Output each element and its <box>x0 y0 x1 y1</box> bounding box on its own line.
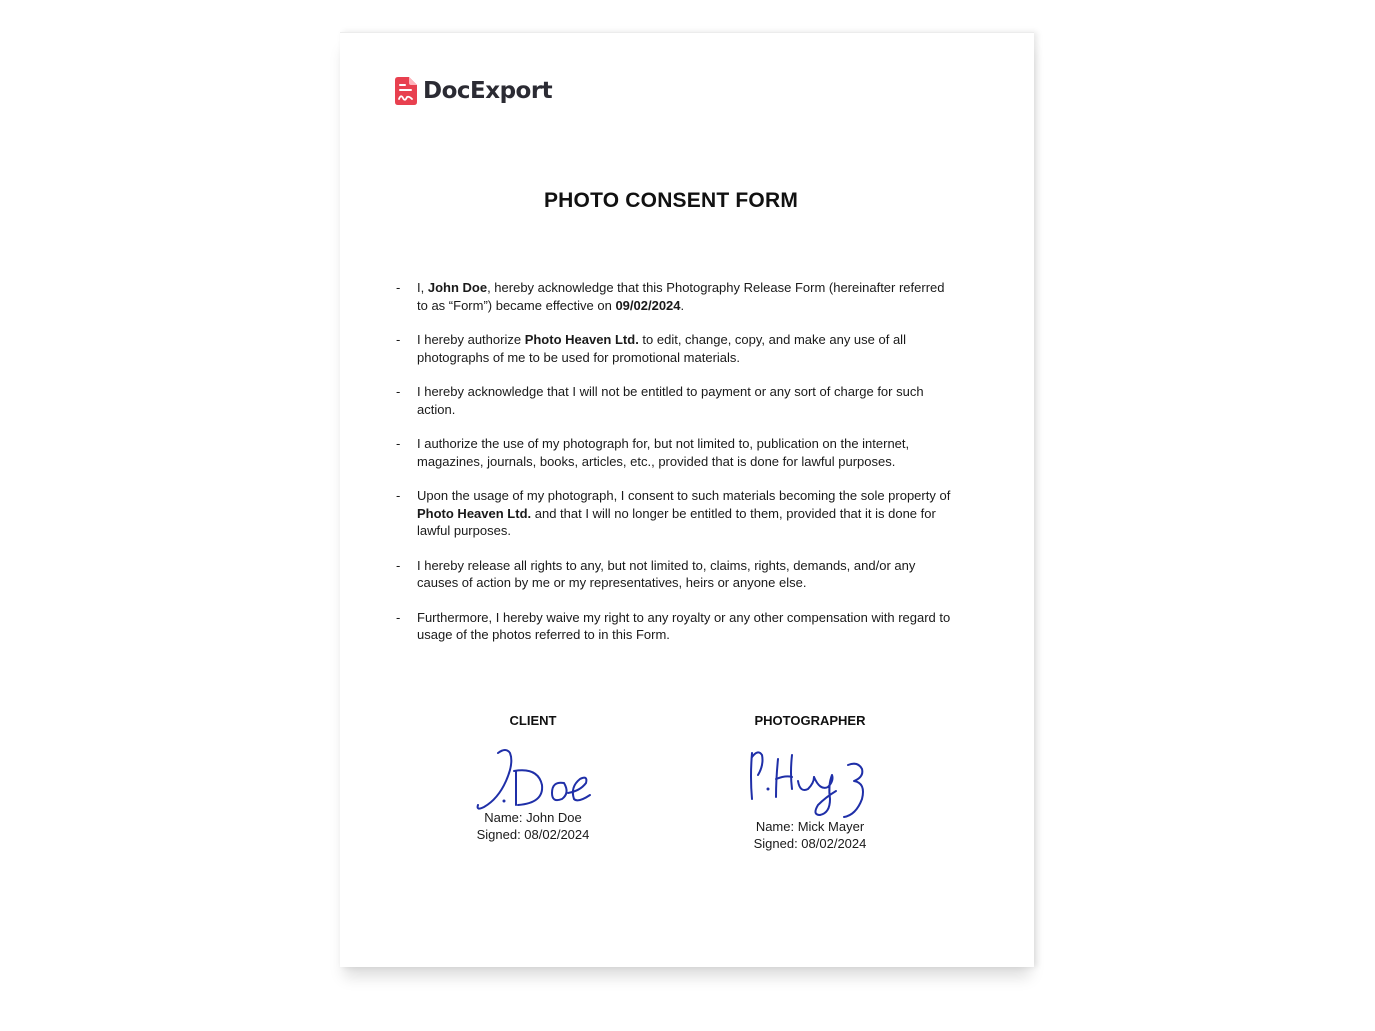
clause-text: . <box>680 297 685 313</box>
clause-text: , hereby acknowledge that this Photography Release Form (hereinafter referred to as “Form”) became effective on <box>417 280 945 313</box>
clause-text: I hereby release all rights to any, but not limited to, claims, rights, demands, and/or any causes of action by me or my representatives, heirs or anyone else. <box>417 557 916 590</box>
photographer-signature-caption <box>710 818 910 852</box>
clause-text: I hereby authorize <box>417 332 525 347</box>
clause-text: Furthermore, I hereby waive my right to any royalty or any other compensation with regard to usage of the photos referred to in this Form. <box>417 609 951 642</box>
clause-item <box>394 435 954 470</box>
document-signature-icon <box>395 77 417 105</box>
clause-text: I hereby acknowledge that I will not be entitled to payment or any sort of charge for such action. <box>417 384 924 417</box>
clause-text: and that I will no longer be entitled to them, provided that it is done for lawful purposes. <box>417 505 936 538</box>
clause-item <box>394 383 954 418</box>
clause-text: I, <box>417 280 428 295</box>
clause-emphasis: Photo Heaven Ltd. <box>417 505 532 521</box>
clause-item <box>394 557 954 592</box>
photographer-signature-label: PHOTOGRAPHER <box>754 713 866 728</box>
document-page <box>340 32 1034 967</box>
clause-item <box>394 609 954 644</box>
clause-text: to edit, change, copy, and make any use of all photographs of me to be used for promotional materials. <box>417 332 906 365</box>
client-signed-date: Signed: 08/02/2024 <box>476 827 590 842</box>
clause-item <box>394 487 954 540</box>
clause-item <box>394 279 954 314</box>
clause-text: I authorize the use of my photograph for, but not limited to, publication on the internet, magazines, journals, books, articles, etc., provided that is done for lawful purposes. <box>417 436 910 469</box>
document-title: PHOTO CONSENT FORM <box>543 189 799 212</box>
clause-emphasis: 09/02/2024 <box>615 297 681 313</box>
clause-emphasis: John Doe <box>427 280 488 295</box>
clause-item <box>394 331 954 366</box>
client-signature-caption <box>433 809 633 843</box>
client-signature-label: CLIENT <box>509 713 557 728</box>
photographer-signed-date: Signed: 08/02/2024 <box>753 836 867 851</box>
photographer-signature-image <box>744 741 878 821</box>
clause-emphasis: Photo Heaven Ltd. <box>524 332 639 347</box>
clause-text: Upon the usage of my photograph, I consent to such materials becoming the sole property of <box>417 488 951 503</box>
clause-list <box>394 279 954 661</box>
brand-name: DocExport <box>423 78 553 104</box>
photographer-name: Name: Mick Mayer <box>755 819 865 834</box>
brand-logo <box>395 77 552 105</box>
client-signature-image <box>468 741 600 813</box>
client-name: Name: John Doe <box>484 810 582 825</box>
